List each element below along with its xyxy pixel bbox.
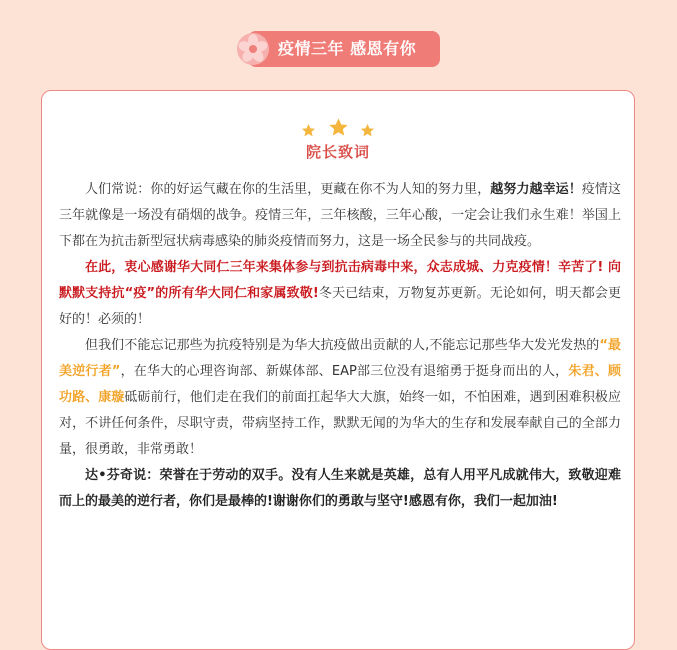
- flower-icon: [234, 30, 272, 68]
- p2-text: 冬天已结束，万物复苏更新。无论如何，明天都会更好的！必须的！: [59, 286, 621, 327]
- banner-title: 疫情三年 感恩有你: [278, 39, 417, 58]
- p3-gold-names: 朱君、顾功路、康璇: [59, 364, 621, 405]
- star-icon: [360, 123, 375, 138]
- p2-red-thanks: 在此，衷心感谢华大同仁三年来集体参与到抗击病毒中来，众志成城、力克疫情！辛苦了! 向默默支持抗“疫”的所有华大同仁和家属致敬!: [59, 260, 621, 301]
- speech-body: [59, 177, 621, 515]
- p3-text: 但我们不能忘记那些为抗疫特别是为华大抗疫做出贡献的人,不能忘记那些华大发光发热的: [85, 338, 600, 353]
- star-icon: [328, 117, 349, 138]
- speech-card: [41, 90, 635, 650]
- paragraph-2: [59, 255, 621, 333]
- p3-gold-title: “最美逆行者”: [59, 338, 622, 379]
- title-banner: [234, 29, 440, 69]
- three-stars-icon: [42, 117, 634, 139]
- p3-text-3: 砥砺前行，他们走在我们的前面扛起华大大旗，始终一如，不怕困难，遇到困难积极应对，不讲任何条件，尽职守责，带病坚持工作，默默无闻的为华大的生存和发展奉献自己的全部力量，很勇敢，非常勇敢！: [59, 390, 621, 457]
- paragraph-3: [59, 333, 621, 463]
- p4-bold: 达•芬奇说：荣誉在于劳动的双手。没有人生来就是英雄，总有人用平凡成就伟大，致敬迎难而上的最美的逆行者，你们是最棒的!谢谢你们的勇敢与坚守!感恩有你，我们一起加油!: [59, 468, 621, 509]
- p3-text-2: ，在华大的心理咨询部、新媒体部、EAP部三位没有退缩勇于挺身而出的人，: [120, 364, 569, 379]
- speech-heading: 院长致词: [305, 143, 370, 161]
- star-icon: [301, 123, 316, 138]
- p1-text: 人们常说：你的好运气藏在你的生活里，更藏在你不为人知的努力里，: [85, 182, 491, 197]
- p1-bold: 越努力越幸运！: [490, 182, 582, 197]
- paragraph-1: [59, 177, 621, 255]
- paragraph-4: [59, 463, 621, 515]
- p1-text-2: 疫情这三年就像是一场没有硝烟的战争。疫情三年，三年核酸，三年心酸，一定会让我们永生难！举国上下都在为抗击新型冠状病毒感染的肺炎疫情而努力，这是一场全民参与的共同战疫。: [59, 182, 621, 249]
